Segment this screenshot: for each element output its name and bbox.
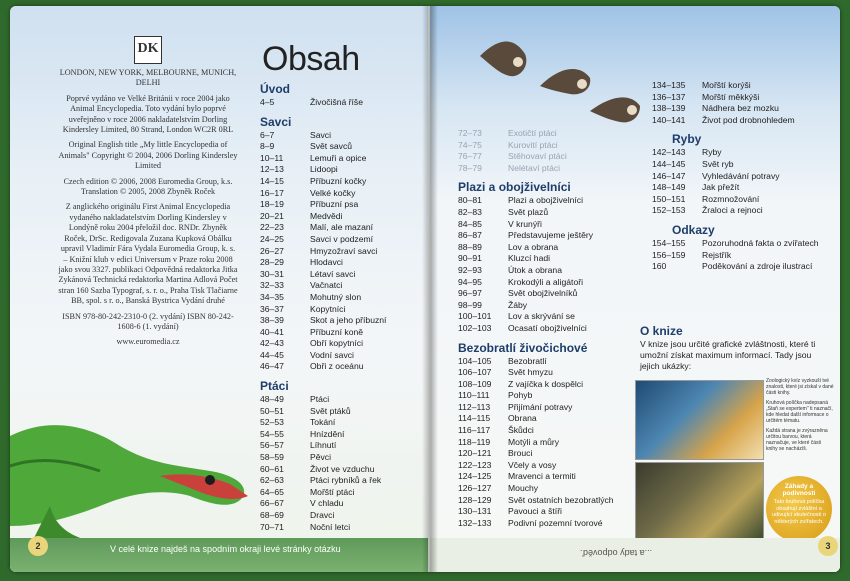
toc-entry-title: Obří kopytníci [310, 338, 364, 349]
toc-entry [458, 471, 638, 483]
toc-entry-title: Svět hmyzu [508, 367, 553, 378]
toc-entry-title: Nádhera bez mozku [702, 103, 779, 114]
toc-rows [652, 238, 837, 273]
toc-entry [260, 130, 425, 142]
toc-entry [458, 437, 638, 449]
toc-page-range: 138–139 [652, 103, 686, 114]
toc-rows [652, 80, 837, 126]
toc-entry [458, 311, 638, 323]
toc-entry-title: Medvědi [310, 210, 343, 221]
toc-entry-title: Z vajíčka k dospělci [508, 378, 583, 389]
toc-entry [652, 115, 837, 127]
toc-entry [260, 361, 425, 373]
toc-page-range: 114–115 [458, 413, 491, 424]
toc-entry [458, 506, 638, 518]
toc-entry [260, 394, 425, 406]
toc-entry-title: Kopytníci [310, 303, 346, 314]
toc-page-range: 72–73 [458, 128, 482, 138]
toc-page-range: 60–61 [260, 463, 284, 474]
toc-page-range: 8–9 [260, 141, 275, 152]
toc-page-range: 110–111 [458, 390, 490, 401]
toc-entry [458, 300, 638, 312]
toc-section [260, 115, 425, 373]
toc-entry [458, 128, 638, 140]
toc-entry-title: Ryby [702, 147, 722, 158]
toc-page-range: 78–79 [458, 162, 482, 173]
toc-entry-title: Život ve vzduchu [310, 463, 375, 474]
toc-entry-title: Mořští měkkýši [702, 91, 760, 102]
toc-page-range: 146–147 [652, 170, 686, 181]
toc-entry [260, 188, 425, 200]
toc-entry [260, 350, 425, 362]
page-title: Obsah [262, 40, 360, 78]
toc-entry-title: Lidoopi [310, 164, 338, 175]
toc-entry [260, 452, 425, 464]
toc-page-range: 116–117 [458, 425, 491, 436]
toc-entry-title: Brouci [508, 448, 533, 459]
about-heading: O knize [640, 324, 683, 338]
toc-entry-title: Živočišná říše [310, 97, 364, 107]
toc-entry-title: Stěhovaví ptáci [508, 151, 567, 162]
toc-rows [652, 147, 837, 217]
toc-page-range: 52–53 [260, 417, 284, 428]
toc-entry-title: Motýli a můry [508, 436, 560, 447]
toc-page-range: 12–13 [260, 164, 284, 175]
toc-entry [260, 510, 425, 522]
sample-page-thumbnail [635, 462, 764, 540]
toc-entry [260, 257, 425, 269]
toc-page-range: 94–95 [458, 276, 482, 287]
toc-page-range: 130–131 [458, 506, 492, 517]
toc-entry-title: Podivní pozemní tvorové [508, 517, 603, 528]
toc-page-range: 100–101 [458, 311, 492, 322]
imprint-line: Original English title „My little Encyclopedia of Animals" Copyright © 2004, 2006 Dorling Kindersley Limited [58, 140, 238, 171]
toc-entry [260, 498, 425, 510]
section-heading: Savci [260, 114, 292, 129]
section-heading: Úvod [260, 82, 290, 96]
toc-entry-title: Škůdci [508, 425, 534, 436]
toc-page-range: 56–57 [260, 440, 284, 451]
right-page [430, 6, 840, 572]
toc-page-range: 34–35 [260, 291, 284, 302]
toc-entry-title: Lemuři a opice [310, 152, 367, 163]
toc-entry [260, 153, 425, 165]
toc-entry-title: Žáby [508, 299, 528, 310]
toc-rows [260, 394, 425, 533]
toc-page-range: 48–49 [260, 394, 284, 405]
toc-section [652, 223, 837, 273]
bottom-note-mirrored: ...a tady odpověď. [580, 548, 653, 558]
toc-page-range: 156–159 [652, 249, 686, 260]
birds-illustration [470, 26, 650, 136]
toc-entry-title: Svět obojživelníků [508, 288, 578, 299]
toc-page-range: 28–29 [260, 257, 284, 268]
toc-page-range: 38–39 [260, 315, 284, 326]
toc-page-range: 160 [652, 261, 667, 272]
toc-entry-title: Bezobratlí [508, 355, 547, 366]
toc-entry [260, 475, 425, 487]
toc-entry [260, 211, 425, 223]
toc-entry [260, 199, 425, 211]
toc-page-range: 42–43 [260, 338, 284, 349]
toc-page-range: 148–149 [652, 182, 686, 193]
toc-entry [458, 277, 638, 289]
toc-entry-title: Mohutný slon [310, 291, 362, 302]
toc-entry-title: Kluzcí hadi [508, 253, 551, 264]
toc-entry-title: Příbuzní psa [310, 199, 359, 210]
toc-entry-title: Pozoruhodná fakta o zvířatech [702, 237, 819, 248]
imprint-line: LONDON, NEW YORK, MELBOURNE, MUNICH, DELHI [59, 68, 237, 88]
toc-entry [458, 288, 638, 300]
toc-entry-title: Svět savců [310, 141, 353, 152]
toc-entry [652, 194, 837, 206]
toc-entry-title: Lov a skrývání se [508, 311, 575, 322]
toc-page-range: 84–85 [458, 218, 482, 229]
note-text: Kruhová políčka nadepsaná „Staň se expertem" ti naznačí, kde hledat další informace o určitém tématu. [766, 400, 833, 424]
toc-entry [458, 379, 638, 391]
toc-page-range: 88–89 [458, 241, 482, 252]
toc-entry [458, 195, 638, 207]
toc-page-range: 22–23 [260, 222, 284, 233]
toc-entry [458, 140, 638, 152]
toc-entry-title: V chladu [310, 498, 344, 509]
toc-page-range: 90–91 [458, 253, 482, 264]
toc-entry-title: Pavouci a štíři [508, 506, 562, 517]
toc-entry [458, 230, 638, 242]
toc-page-range: 20–21 [260, 210, 284, 221]
toc-entry [260, 234, 425, 246]
toc-left [260, 82, 425, 533]
toc-entry-title: Svět ostatních bezobratlých [508, 494, 614, 505]
toc-entry [458, 460, 638, 472]
toc-entry-title: Dravci [310, 510, 335, 520]
toc-page-range: 106–107 [458, 367, 492, 378]
toc-page-range: 134–135 [652, 80, 686, 90]
toc-section [260, 82, 425, 109]
toc-entry [260, 269, 425, 281]
toc-section [458, 180, 638, 334]
toc-entry-title: Rozmnožování [702, 193, 760, 204]
toc-page-range: 66–67 [260, 498, 284, 509]
toc-entry-title: Poděkování a zdroje ilustrací [702, 261, 813, 272]
toc-page-range: 152–153 [652, 205, 686, 216]
toc-entry [652, 159, 837, 171]
toc-entry [458, 448, 638, 460]
toc-entry [458, 151, 638, 163]
section-heading: Bezobratlí živočichové [458, 340, 588, 355]
bottom-answer-bar [430, 538, 840, 572]
toc-entry [652, 92, 837, 104]
imprint-line: www.euromedia.cz [116, 337, 180, 347]
toc-entry-title: Přijímání potravy [508, 401, 573, 412]
toc-entry [458, 163, 638, 175]
toc-entry-title: Obři z oceánu [310, 361, 364, 372]
toc-entry-title: Savci [310, 129, 332, 140]
toc-entry-title: Krokodýli a aligátoři [508, 276, 583, 287]
toc-entry-title: Včely a vosy [508, 459, 557, 470]
toc-entry-title: Létaví savci [310, 268, 356, 279]
toc-entry-title: Mouchy [508, 483, 539, 494]
toc-rows [458, 356, 638, 530]
toc-entry [458, 390, 638, 402]
toc-page-range: 44–45 [260, 349, 284, 360]
toc-entry [458, 219, 638, 231]
toc-page-range: 32–33 [260, 280, 284, 291]
toc-page-range: 30–31 [260, 268, 284, 279]
toc-entry-title: Malí, ale mazaní [310, 222, 374, 233]
toc-section [458, 341, 638, 530]
toc-page-range: 98–99 [458, 299, 482, 310]
toc-page-range: 70–71 [260, 521, 284, 532]
toc-entry [260, 176, 425, 188]
toc-entry [458, 367, 638, 379]
toc-entry [652, 205, 837, 217]
toc-page-range: 122–123 [458, 459, 492, 470]
section-heading: Ptáci [260, 379, 289, 394]
toc-entry-title: Rejstřík [702, 249, 732, 260]
left-page [10, 6, 428, 572]
toc-entry [652, 171, 837, 183]
toc-entry [260, 338, 425, 350]
badge-text: Tato kruhová políčka obsahují zvláštní a udivující skutečnosti o některých zvířatech. [772, 499, 826, 525]
toc-entry [458, 402, 638, 414]
toc-entry-title: Mořští ptáci [310, 486, 355, 497]
toc-entry-title: Hnízdění [310, 428, 345, 439]
toc-entry-title: Savci v podzemí [310, 233, 374, 244]
section-heading: Plazi a obojživelníci [458, 180, 571, 195]
sample-notes [766, 378, 834, 456]
toc-entry [260, 487, 425, 499]
toc-page-range: 132–133 [458, 517, 492, 528]
toc-entry [458, 242, 638, 254]
toc-entry [652, 103, 837, 115]
toc-entry-title: Svět ryb [702, 158, 734, 169]
bottom-question-bar [10, 538, 428, 572]
sample-page-thumbnail [635, 380, 764, 460]
toc-page-range: 68–69 [260, 510, 284, 520]
toc-entry-title: Svět plazů [508, 206, 549, 217]
toc-page-range: 18–19 [260, 199, 284, 210]
toc-page-range: 46–47 [260, 361, 284, 372]
toc-entry [260, 97, 425, 109]
toc-entry-title: Lov a obrana [508, 241, 559, 252]
toc-page-range: 10–11 [260, 152, 284, 163]
toc-entry [458, 207, 638, 219]
toc-page-range: 16–17 [260, 187, 284, 198]
bottom-note: V celé knize najdeš na spodním okraji levé stránky otázku [110, 544, 341, 554]
toc-page-range: 142–143 [652, 147, 686, 158]
dk-logo: DK [134, 36, 162, 64]
about-text: V knize jsou určité grafické zvláštnosti, které ti umožní získat maximum informací. Tady jsou jejich ukázky: [640, 339, 816, 371]
toc-entry-title: Útok a obrana [508, 264, 562, 275]
toc-entry-title: Příbuzní koně [310, 326, 364, 337]
toc-entry-title: Příbuzní kočky [310, 175, 367, 186]
toc-rows [458, 128, 638, 174]
page-number: 3 [818, 536, 838, 556]
toc-page-range: 82–83 [458, 206, 482, 217]
toc-entry-title: Kurovití ptáci [508, 139, 558, 150]
toc-page-range: 92–93 [458, 264, 482, 275]
toc-entry-title: Představujeme ještěry [508, 230, 594, 241]
toc-rows [458, 195, 638, 334]
toc-entry [458, 253, 638, 265]
toc-entry [260, 141, 425, 153]
toc-page-range: 24–25 [260, 233, 284, 244]
toc-page-range: 136–137 [652, 91, 686, 102]
toc-entry [458, 413, 638, 425]
toc-page-range: 96–97 [458, 288, 482, 299]
toc-entry [458, 265, 638, 277]
toc-entry [260, 315, 425, 327]
toc-entry-title: Ptáci rybníků a řek [310, 475, 382, 486]
book-spread [10, 6, 840, 572]
toc-entry [458, 425, 638, 437]
section-heading: Ryby [672, 132, 702, 147]
toc-entry-title: Hlodavci [310, 257, 343, 268]
toc-page-range: 64–65 [260, 486, 284, 497]
toc-entry-title: Hmyzožraví savci [310, 245, 378, 256]
toc-section-faded [458, 128, 638, 174]
toc-page-range: 154–155 [652, 237, 686, 248]
toc-entry [260, 292, 425, 304]
toc-entry-title: Mravenci a termiti [508, 471, 576, 482]
toc-page-range: 4–5 [260, 97, 275, 107]
toc-entry-title: Obrana [508, 413, 537, 424]
toc-entry-title: Nelétaví ptáci [508, 162, 561, 173]
toc-entry-title: Velké kočky [310, 187, 356, 198]
toc-entry [260, 304, 425, 316]
toc-entry [652, 147, 837, 159]
toc-entry [260, 417, 425, 429]
toc-page-range: 128–129 [458, 494, 492, 505]
toc-page-range: 118–119 [458, 436, 491, 447]
badge-title: Záhady a podivnosti [782, 483, 816, 497]
toc-page-range: 80–81 [458, 195, 482, 206]
toc-entry-title: Pěvci [310, 452, 332, 463]
toc-entry [260, 222, 425, 234]
toc-entry-title: Skot a jeho příbuzní [310, 315, 387, 326]
toc-entry-title: Vačnatci [310, 280, 343, 291]
toc-right-col1 [458, 128, 638, 529]
gecko-illustration [10, 376, 260, 546]
toc-page-range: 54–55 [260, 428, 284, 439]
imprint-line: ISBN 978-80-242-2310-0 (2. vydání) ISBN 80-242-1608-6 (1. vydání) [62, 311, 234, 331]
book-gutter [422, 6, 438, 572]
toc-entry [652, 80, 837, 92]
toc-entry-title: Ptáci [310, 394, 330, 405]
toc-entry-title: Život pod drobnohledem [702, 114, 795, 125]
toc-entry-title: Mořští korýši [702, 80, 751, 90]
imprint-line: Czech edition © 2006, 2008 Euromedia Group, k.s. Translation © 2005, 2008 Zbyněk Roček [63, 176, 233, 197]
toc-section [652, 132, 837, 217]
toc-entry [652, 182, 837, 194]
toc-page-range: 62–63 [260, 475, 284, 486]
toc-entry [458, 323, 638, 335]
toc-page-range: 108–109 [458, 378, 492, 389]
toc-entry-title: Svět ptáků [310, 405, 351, 416]
toc-entry-title: Pohyb [508, 390, 533, 401]
section-heading: Odkazy [672, 222, 715, 237]
toc-page-range: 102–103 [458, 322, 492, 333]
note-text: Zoologický kvíz vyzkouší tvé znalosti, které jsi získal v dané části knihy. [766, 378, 834, 396]
toc-page-range: 6–7 [260, 129, 275, 140]
toc-entry-title: Vyhledávání potravy [702, 170, 780, 181]
toc-entry [260, 280, 425, 292]
toc-page-range: 36–37 [260, 303, 284, 314]
toc-entry-title: Ocasatí obojživelníci [508, 322, 587, 333]
toc-page-range: 40–41 [260, 326, 284, 337]
toc-entry-title: Jak přežít [702, 182, 740, 193]
imprint-line: Z anglického originálu First Animal Encyclopedia vydaného nakladatelstvím Dorling Kindersley v Londýně roku 2004 přeložil doc. RNDr. Zbyněk Roček, DrSc. Redigovala Zuzana Kupková Obálku upravil Vladimír Fára Vydala Euromedia Group, k. s. – Knižní klub v edici Universum v Praze roku 2008 jako svou 3327. publikaci Odpovědná redaktorka Jitka Zykánová Technická redaktorka Martina Adlová Počet stran 160 Sazba Typograf, s. r. o., Praha Tisk Tlačiarne BB, spol. s r. o., Banská Bystrica Vydání druhé [58, 202, 238, 306]
toc-entry [260, 429, 425, 441]
imprint-block [58, 36, 238, 353]
toc-entry-title: Vodní savci [310, 349, 354, 360]
toc-entry [260, 327, 425, 339]
toc-entry [260, 406, 425, 418]
toc-section [260, 379, 425, 533]
toc-entry [652, 250, 837, 262]
page-number: 2 [28, 536, 48, 556]
toc-page-range: 144–145 [652, 158, 686, 169]
toc-entry [458, 495, 638, 507]
toc-rows [260, 97, 425, 109]
toc-rows [260, 130, 425, 373]
toc-entry-title: V krunýři [508, 218, 542, 229]
toc-page-range: 112–113 [458, 401, 491, 412]
imprint-line: Poprvé vydáno ve Velké Británii v roce 2004 jako Animal Encyclopedia. Toto vydání bylo poprvé uveřejněno v roce 2006 nakladatelstvím Dorling Kindersley Limited, 80 Strand, London WC2R 0RL [62, 93, 234, 135]
toc-page-range: 26–27 [260, 245, 284, 256]
toc-entry-title: Žraloci a rejnoci [702, 205, 763, 216]
toc-entry [652, 261, 837, 273]
toc-page-range: 104–105 [458, 355, 492, 366]
toc-entry-title: Líhnutí [310, 440, 337, 451]
toc-right-col2 [652, 80, 837, 273]
toc-entry-title: Plazi a obojživelníci [508, 195, 583, 206]
note-text: Každá strana je zvýrazněna určitou barvou, která naznačuje, ve které části knihy se nacházíš. [766, 428, 828, 452]
toc-page-range: 14–15 [260, 175, 284, 186]
toc-section [652, 80, 837, 126]
toc-entry [652, 238, 837, 250]
mysteries-badge [766, 476, 832, 542]
toc-page-range: 76–77 [458, 151, 482, 162]
toc-page-range: 74–75 [458, 139, 482, 150]
toc-entry-title: Noční letci [310, 521, 351, 532]
toc-entry-title: Exotičtí ptáci [508, 128, 557, 138]
toc-page-range: 126–127 [458, 483, 492, 494]
toc-page-range: 150–151 [652, 193, 686, 204]
toc-page-range: 124–125 [458, 471, 492, 482]
toc-entry [260, 246, 425, 258]
toc-entry [260, 164, 425, 176]
toc-entry [260, 464, 425, 476]
toc-entry-title: Tokání [310, 417, 336, 428]
toc-entry [458, 483, 638, 495]
toc-page-range: 86–87 [458, 230, 482, 241]
toc-entry [260, 440, 425, 452]
toc-entry [458, 356, 638, 368]
toc-page-range: 58–59 [260, 452, 284, 463]
toc-page-range: 50–51 [260, 405, 284, 416]
toc-page-range: 120–121 [458, 448, 492, 459]
toc-entry [260, 522, 425, 534]
toc-page-range: 140–141 [652, 114, 686, 125]
toc-entry [458, 518, 638, 530]
